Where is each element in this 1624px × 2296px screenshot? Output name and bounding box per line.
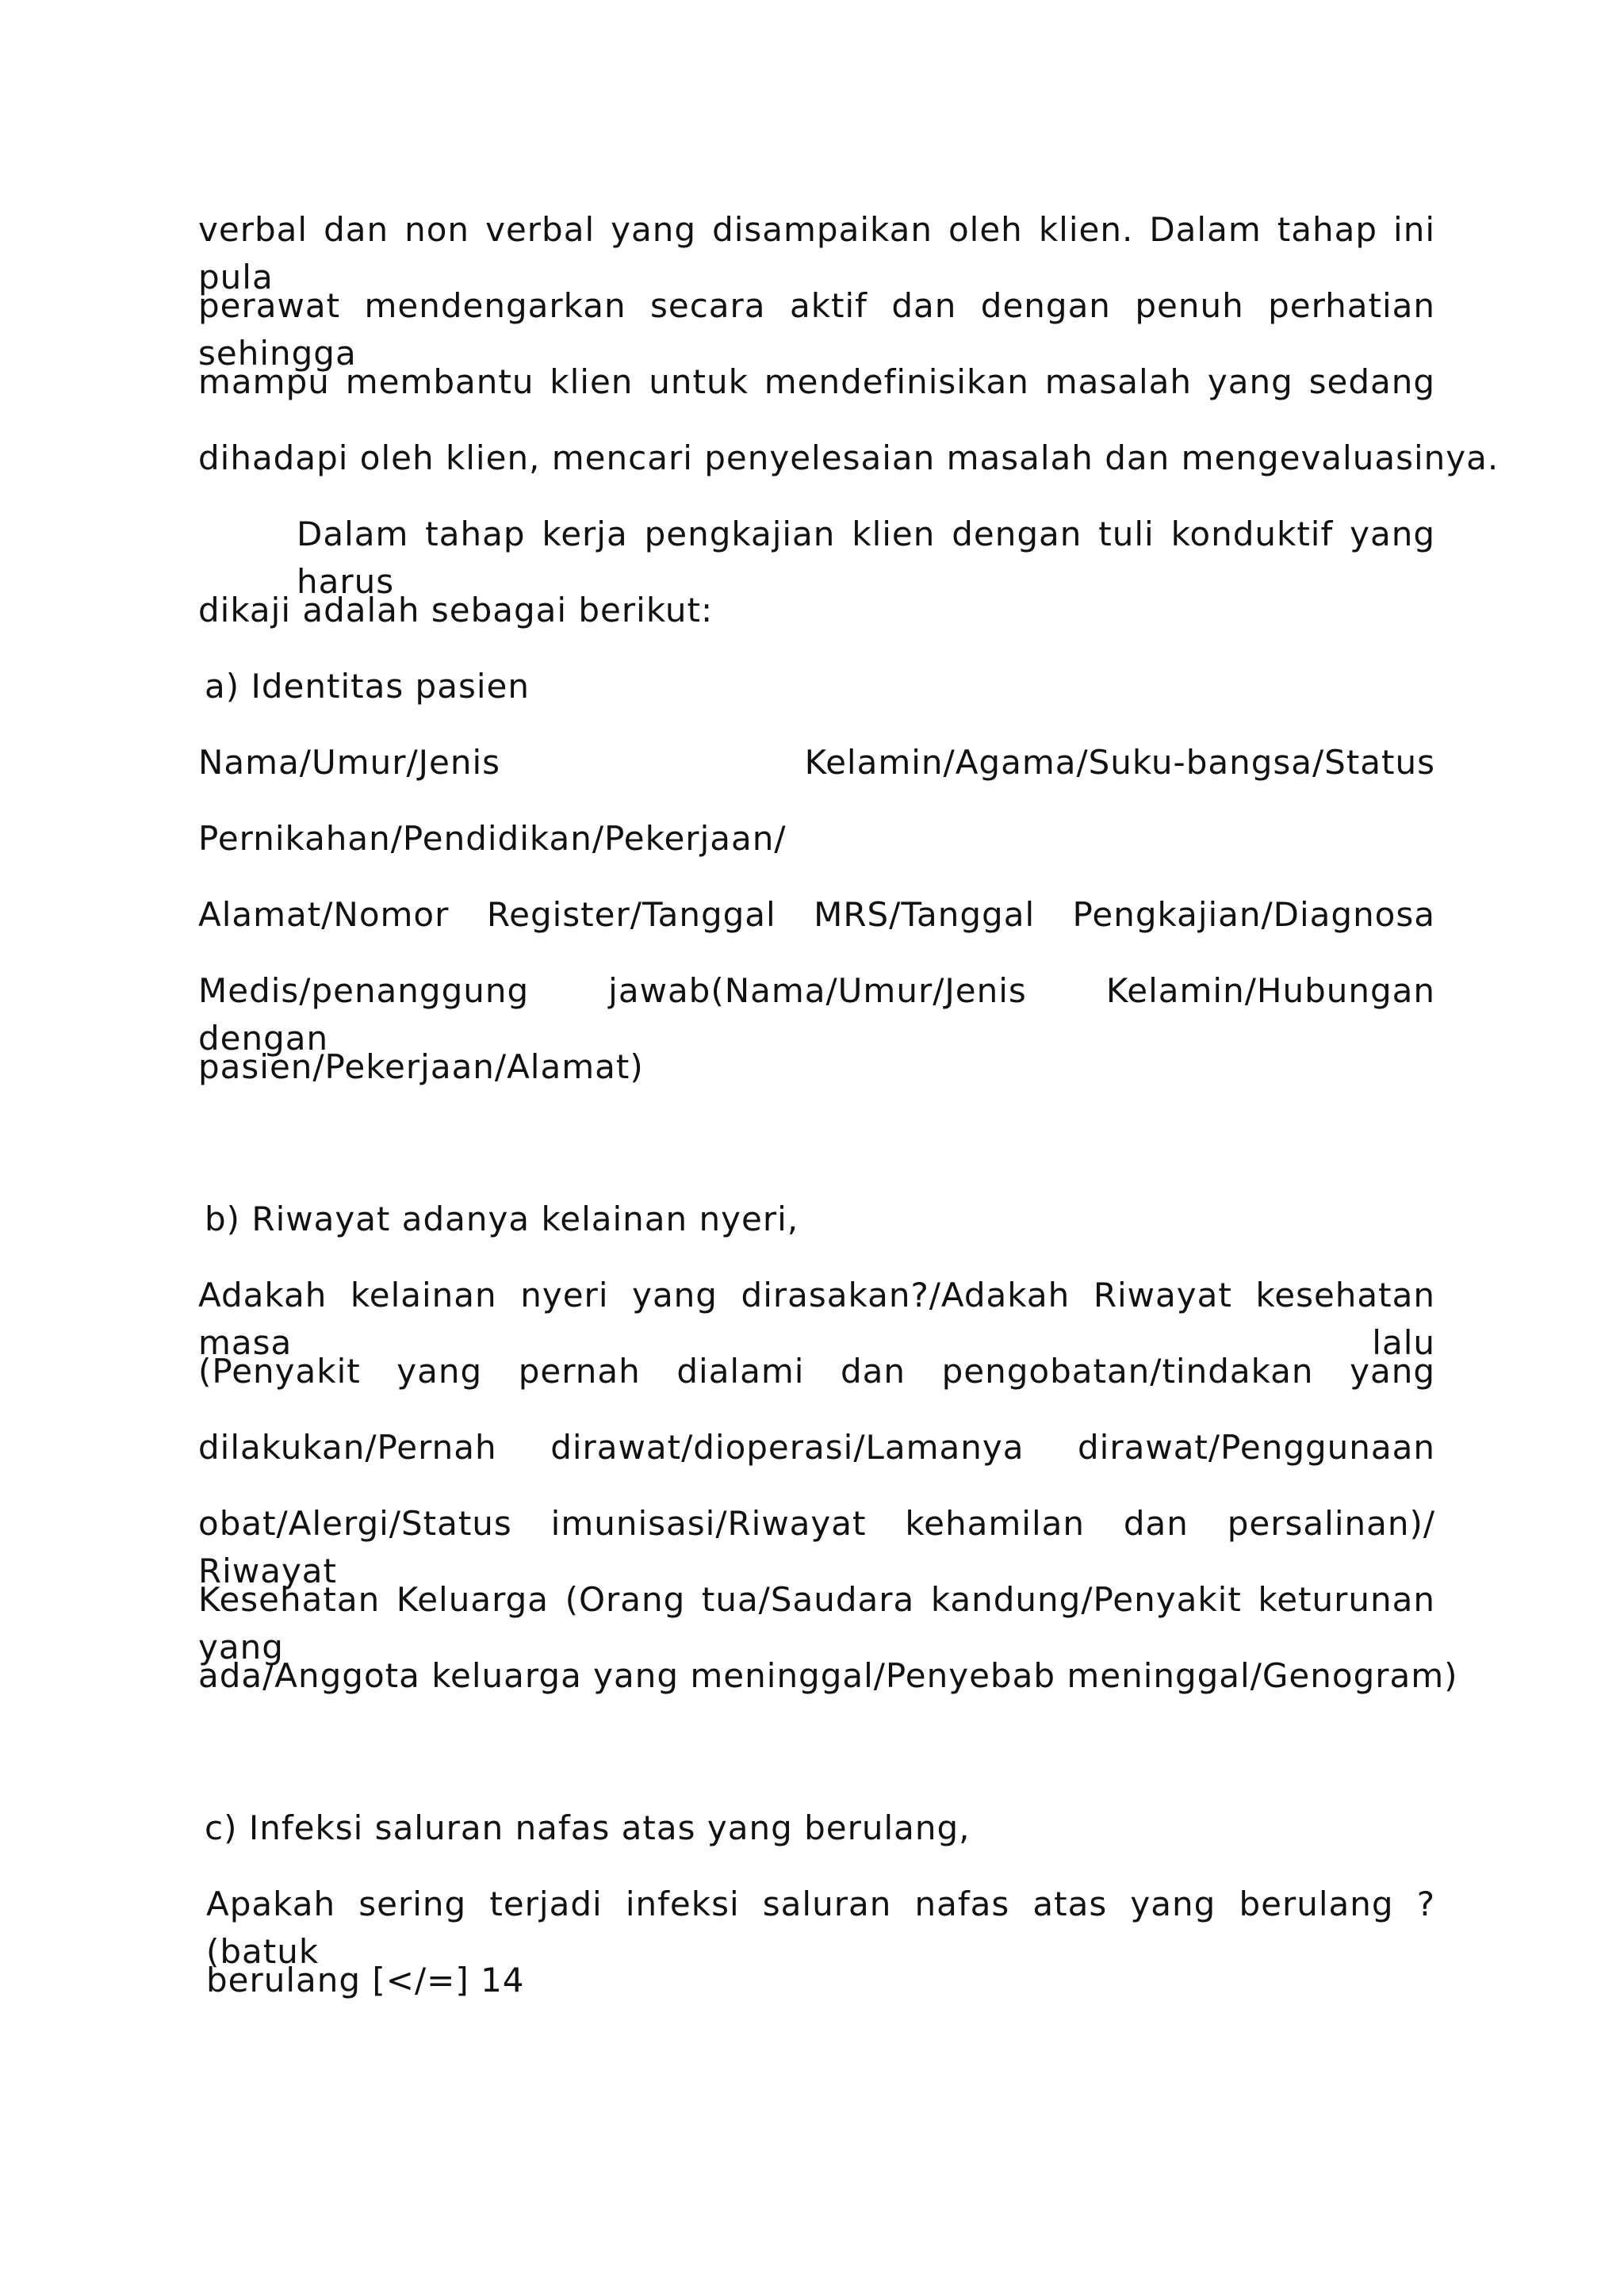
item-a-line: Pernikahan/Pendidikan/Pekerjaan/ [198, 819, 787, 858]
paragraph-2-line: Dalam tahap kerja pengkajian klien dengan tuli konduktif yang harus [297, 515, 1435, 601]
paragraph-1-line: dihadapi oleh klien, mencari penyelesaian masalah dan mengevaluasinya. [198, 438, 1500, 477]
item-b-line: Adakah kelainan nyeri yang dirasakan?/Adakah Riwayat kesehatan masa lalu [198, 1276, 1435, 1362]
item-c-line: Apakah sering terjadi infeksi saluran nafas atas yang berulang ? (batuk [206, 1885, 1435, 1971]
item-c-heading: c) Infeksi saluran nafas atas yang berulang, [205, 1808, 971, 1847]
paragraph-1-line: mampu membantu klien untuk mendefinisikan masalah yang sedang [198, 362, 1435, 401]
paragraph-1-line: perawat mendengarkan secara aktif dan dengan penuh perhatian sehingga [198, 286, 1435, 373]
item-b-line: ada/Anggota keluarga yang meninggal/Penyebab meninggal/Genogram) [198, 1656, 1458, 1695]
item-b-line: obat/Alergi/Status imunisasi/Riwayat kehamilan dan persalinan)/ Riwayat [198, 1504, 1435, 1590]
item-a-line: Nama/Umur/Jenis Kelamin/Agama/Suku-bangsa/Status [198, 743, 1435, 782]
item-a-line: Medis/penanggung jawab(Nama/Umur/Jenis Kelamin/Hubungan dengan [198, 971, 1435, 1058]
item-a-heading: a) Identitas pasien [205, 667, 530, 706]
item-b-line: (Penyakit yang pernah dialami dan pengobatan/tindakan yang [198, 1352, 1435, 1391]
item-b-line: Kesehatan Keluarga (Orang tua/Saudara kandung/Penyakit keturunan yang [198, 1580, 1435, 1667]
item-b-line: dilakukan/Pernah dirawat/dioperasi/Lamanya dirawat/Penggunaan [198, 1428, 1435, 1467]
paragraph-2-line: dikaji adalah sebagai berikut: [198, 591, 714, 629]
item-a-line: pasien/Pekerjaan/Alamat) [198, 1047, 644, 1086]
item-a-line: Alamat/Nomor Register/Tanggal MRS/Tanggal Pengkajian/Diagnosa [198, 895, 1435, 934]
item-c-line: berulang [</=] 14 [206, 1961, 525, 1999]
item-b-heading: b) Riwayat adanya kelainan nyeri, [205, 1200, 799, 1238]
paragraph-1-line: verbal dan non verbal yang disampaikan oleh klien. Dalam tahap ini pula [198, 210, 1435, 297]
